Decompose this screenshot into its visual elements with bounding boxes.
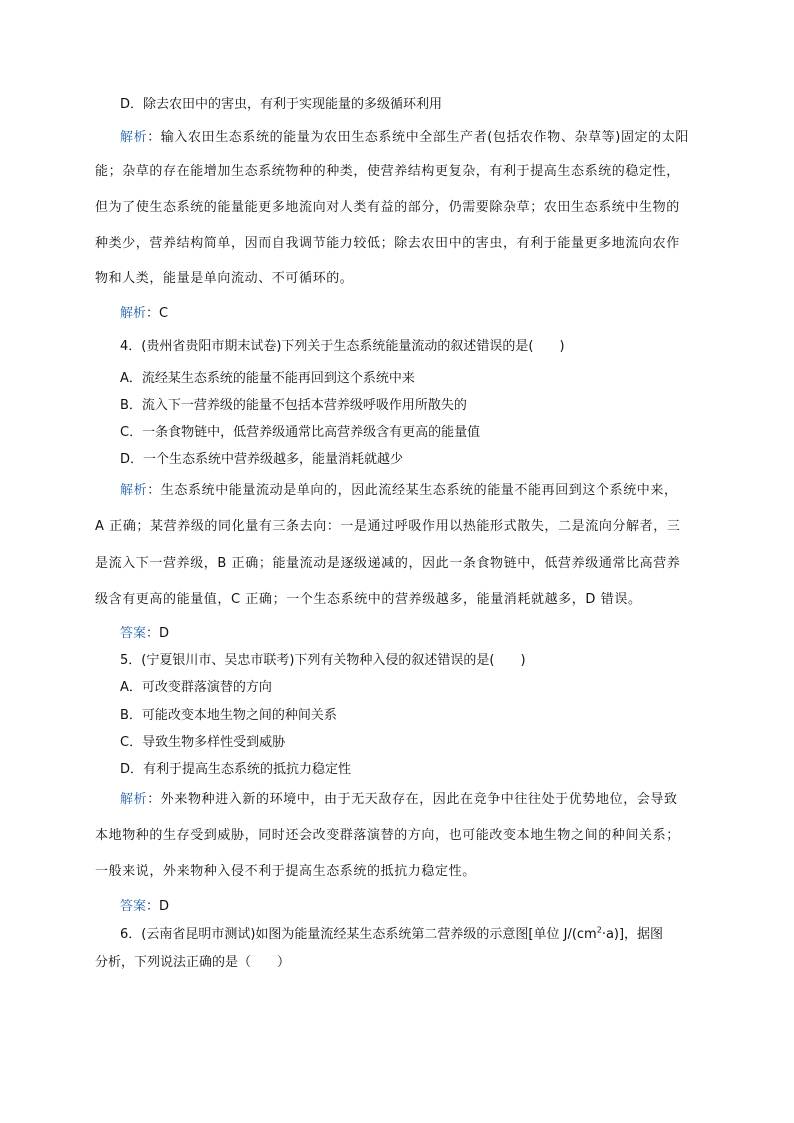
q3-analysis-line-5: 物和人类，能量是单向流动、不可循环的。 — [95, 271, 354, 286]
q3-analysis-line-4: 种类少，营养结构简单，因而自我调节能力较低；除去农田中的害虫，有利于能量更多地流向农作 — [95, 236, 680, 251]
q4-analysis-line-2: A 正确；某营养级的同化量有三条去向：一是通过呼吸作用以热能形式散失，二是流向分解者，三 — [95, 519, 681, 534]
q4-option-d: D．一个生态系统中营养级越多，能量消耗就越少 — [120, 452, 404, 467]
q5-option-b: B．可能改变本地生物之间的种间关系 — [120, 708, 337, 723]
answer-label: 答案 — [120, 899, 147, 914]
q6-stem-line-2: 分析，下列说法正确的是（ ） — [95, 955, 291, 970]
superscript: 2 — [596, 925, 602, 935]
answer-value: ：D — [146, 899, 170, 914]
q5-option-d: D．有利于提高生态系统的抵抗力稳定性 — [120, 762, 352, 777]
q4-answer — [120, 624, 169, 644]
q5-analysis-line-2: 本地物种的生存受到威胁，同时还会改变群落演替的方向，也可能改变本地生物之间的种间关系； — [95, 828, 680, 843]
q4-option-a: A．流经某生态系统的能量不能再回到这个系统中来 — [120, 371, 415, 386]
answer-label: 解析 — [120, 306, 147, 321]
q3-option-d: D．除去农田中的害虫，有利于实现能量的多级循环利用 — [120, 97, 443, 112]
q3-analysis-line-2: 能；杂草的存在能增加生态系统物种的种类，使营养结构更复杂，有利于提高生态系统的稳定性， — [95, 164, 680, 179]
answer-value: ：C — [146, 306, 169, 321]
q5-analysis-line-3: 一般来说，外来物种入侵不利于提高生态系统的抵抗力稳定性。 — [95, 864, 476, 879]
q5-analysis-line-1: 解析：外来物种进入新的环境中，由于无天敌存在，因此在竞争中往往处于优势地位，会导致 — [120, 792, 678, 807]
q4-analysis-line-3: 是流入下一营养级，B 正确；能量流动是逐级递减的，因此一条食物链中，低营养级通常比高营养 — [95, 556, 681, 571]
q4-option-b: B．流入下一营养级的能量不包括本营养级呼吸作用所散失的 — [120, 398, 467, 413]
answer-label: 答案 — [120, 626, 147, 641]
q3-analysis-line-1: 解析：输入农田生态系统的能量为农田生态系统中全部生产者(包括农作物、杂草等)固定的太阳 — [120, 130, 689, 145]
answer-value: ：D — [146, 626, 170, 641]
q4-analysis-line-4: 级含有更高的能量值，C 正确；一个生态系统中的营养级越多，能量消耗就越多，D 错误。 — [95, 592, 642, 607]
q3-answer — [120, 304, 168, 324]
q6-stem: 6．(云南省昆明市测试)如图为能量流经某生态系统第二营养级的示意图[单位 $J/(cm^2\cdot a)$]，据图 — [120, 925, 664, 942]
q4-option-c: C．一条食物链中，低营养级通常比高营养级含有更高的能量值 — [120, 425, 481, 440]
analysis-label: 解析 — [120, 483, 148, 498]
q5-option-a: A．可改变群落演替的方向 — [120, 680, 272, 695]
analysis-label: 解析 — [120, 792, 148, 807]
q5-option-c: C．导致生物多样性受到威胁 — [120, 735, 286, 750]
q4-stem: 4．(贵州省贵阳市期末试卷)下列关于生态系统能量流动的叙述错误的是( ) — [120, 339, 565, 354]
q4-analysis-line-1: 解析：生态系统中能量流动是单向的，因此流经某生态系统的能量不能再回到这个系统中来， — [120, 483, 678, 498]
q5-answer — [120, 897, 169, 917]
q3-analysis-line-3: 但为了使生态系统的能量能更多地流向对人类有益的部分，仍需要除杂草；农田生态系统中生物的 — [95, 200, 680, 215]
q5-stem: 5．(宁夏银川市、吴忠市联考)下列有关物种入侵的叙述错误的是( ) — [120, 653, 526, 668]
analysis-label: 解析 — [120, 130, 148, 145]
